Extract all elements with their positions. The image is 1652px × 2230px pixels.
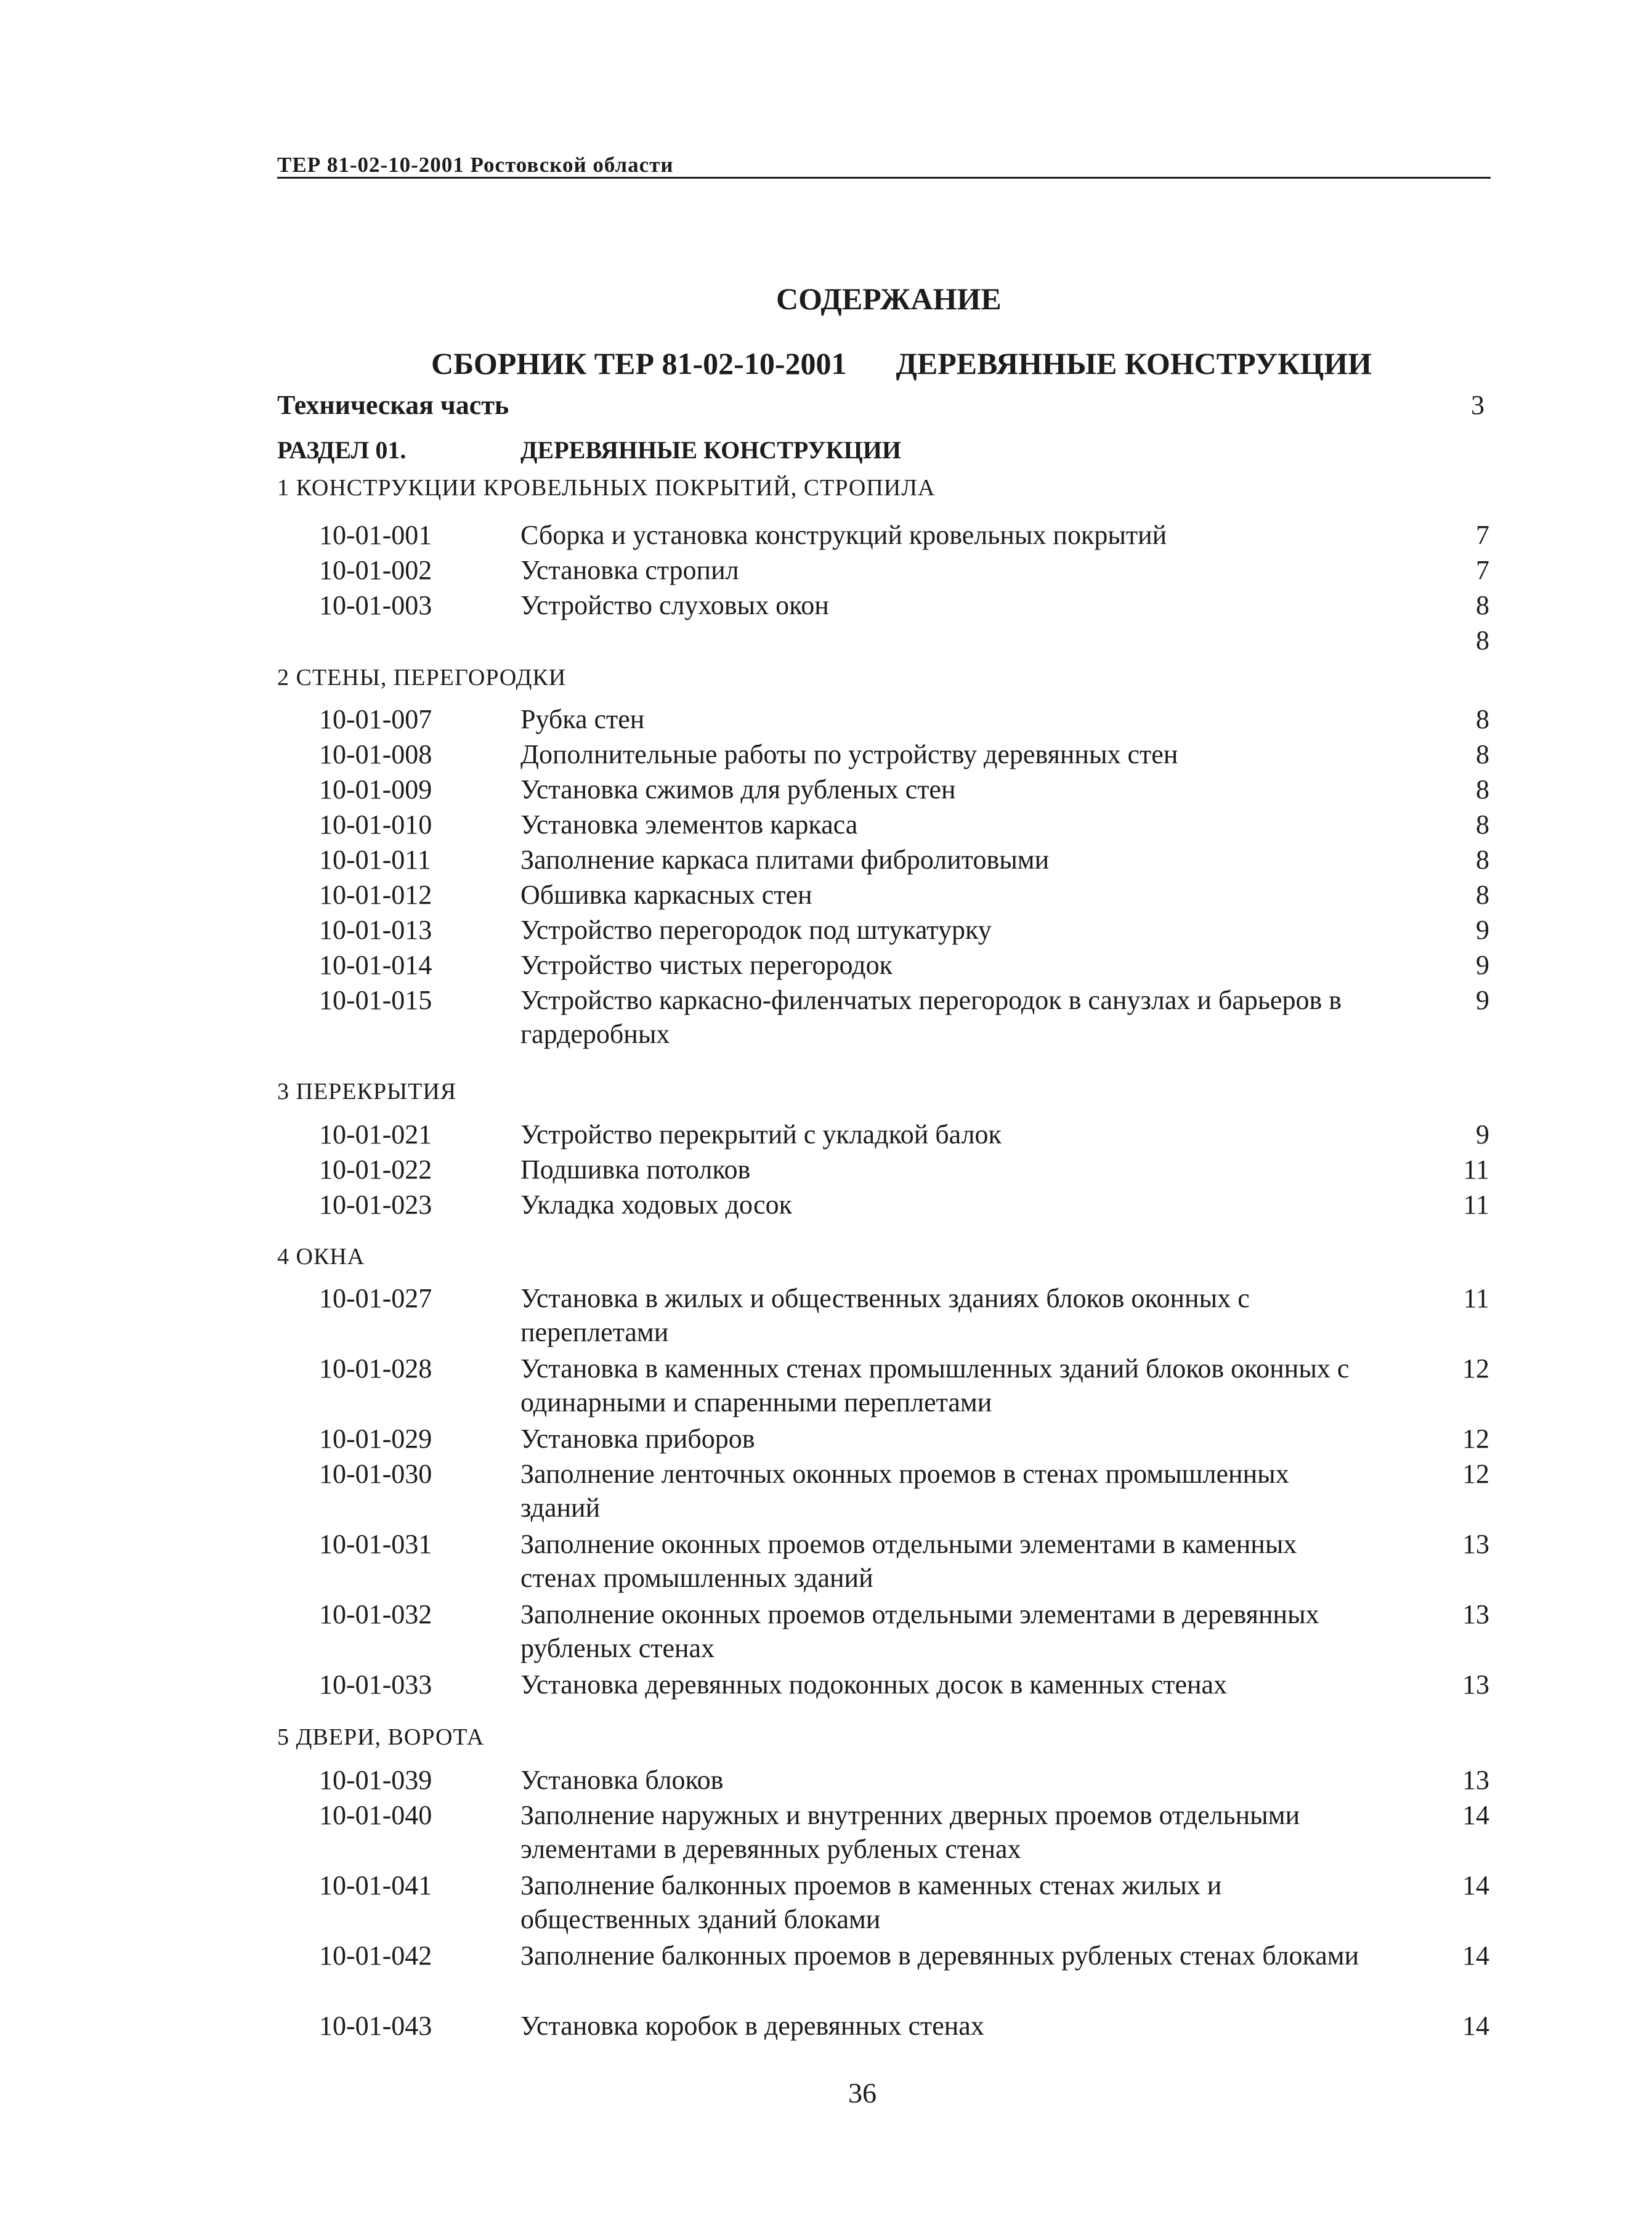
entry-page: 9 — [1476, 985, 1489, 1015]
entry-code: 10-01-009 — [319, 774, 432, 805]
tech-part-entry[interactable] — [277, 389, 1484, 421]
entry-code: 10-01-027 — [319, 1283, 432, 1313]
entry-page: 8 — [1476, 809, 1489, 840]
entry-code: 10-01-033 — [319, 1669, 432, 1700]
entry-description: Заполнение оконных проемов отдельными элементами в деревянных рубленых стенах — [520, 1599, 1319, 1663]
entry-page: 12 — [1462, 1459, 1489, 1489]
entry-description: Обшивка каркасных стен — [520, 880, 812, 910]
extra-page-number: 8 — [1476, 625, 1489, 655]
running-header: ТЕР 81-02-10-2001 Ростовской области — [277, 153, 674, 177]
entry-description: Рубка стен — [520, 704, 645, 734]
entry-code: 10-01-028 — [319, 1353, 432, 1384]
entry-page: 14 — [1462, 1940, 1489, 1971]
tech-part-label: Техническая часть — [277, 390, 509, 420]
entry-description: Установка в жилых и общественных зданиях блоков оконных с переплетами — [520, 1283, 1250, 1347]
entry-code: 10-01-011 — [319, 845, 431, 875]
entry-code: 10-01-022 — [319, 1154, 432, 1185]
entry-code: 10-01-008 — [319, 739, 432, 769]
entry-code: 10-01-043 — [319, 2011, 432, 2041]
entry-page: 14 — [1462, 2011, 1489, 2041]
collection-name: ДЕРЕВЯННЫЕ КОНСТРУКЦИИ — [896, 346, 1372, 381]
razdel-name: ДЕРЕВЯННЫЕ КОНСТРУКЦИИ — [520, 436, 902, 464]
entry-page: 8 — [1476, 590, 1489, 620]
entry-page: 11 — [1463, 1190, 1489, 1220]
entry-page: 9 — [1476, 950, 1489, 980]
entry-description: Заполнение оконных проемов отдельными элементами в каменных стенах промышленных зданий — [520, 1529, 1297, 1593]
entry-code: 10-01-001 — [319, 520, 432, 550]
entry-description: Заполнение балконных проемов в каменных стенах жилых и общественных зданий блоками — [520, 1870, 1222, 1934]
page-number: 36 — [848, 2077, 877, 2109]
entry-page: 12 — [1462, 1424, 1489, 1454]
entry-code: 10-01-013 — [319, 915, 432, 945]
section-heading: 4 ОКНА — [277, 1244, 365, 1270]
section-heading: 5 ДВЕРИ, ВОРОТА — [277, 1724, 485, 1750]
entry-code: 10-01-030 — [319, 1459, 432, 1489]
entry-page: 13 — [1462, 1599, 1489, 1629]
entry-page: 14 — [1462, 1870, 1489, 1900]
section-heading: 3 ПЕРЕКРЫТИЯ — [277, 1079, 457, 1105]
entry-description: Устройство слуховых окон — [520, 590, 829, 620]
entry-description: Установка стропил — [520, 555, 739, 585]
section-heading: 2 СТЕНЫ, ПЕРЕГОРОДКИ — [277, 665, 567, 691]
entry-description: Дополнительные работы по устройству деревянных стен — [520, 739, 1178, 769]
entry-page: 13 — [1462, 1765, 1489, 1795]
entry-code: 10-01-002 — [319, 555, 432, 585]
entry-description: Установка деревянных подоконных досок в каменных стенах — [520, 1669, 1228, 1700]
entry-page: 13 — [1462, 1529, 1489, 1559]
entry-description: Заполнение каркаса плитами фибролитовыми — [520, 845, 1050, 875]
entry-page: 8 — [1476, 739, 1489, 769]
entry-code: 10-01-029 — [319, 1424, 432, 1454]
entry-code: 10-01-041 — [319, 1870, 432, 1900]
page-title: СОДЕРЖАНИЕ — [776, 282, 1002, 316]
entry-code: 10-01-023 — [319, 1190, 432, 1220]
entry-code: 10-01-007 — [319, 704, 432, 734]
entry-page: 7 — [1476, 555, 1489, 585]
entry-description: Сборка и установка конструкций кровельных покрытий — [520, 520, 1167, 550]
entry-code: 10-01-031 — [319, 1529, 432, 1559]
entry-description: Устройство перегородок под штукатурку — [520, 915, 992, 945]
entry-description: Установка коробок в деревянных стенах — [520, 2011, 984, 2041]
collection-code: СБОРНИК ТЕР 81-02-10-2001 — [431, 346, 847, 381]
entry-code: 10-01-021 — [319, 1119, 432, 1149]
tech-part-page: 3 — [1471, 390, 1484, 420]
razdel-label: РАЗДЕЛ 01. — [277, 436, 407, 464]
entry-page: 9 — [1476, 1119, 1489, 1149]
entry-description: Установка элементов каркаса — [520, 809, 858, 840]
entry-page: 9 — [1476, 915, 1489, 945]
header-rule — [277, 177, 1491, 179]
entry-code: 10-01-042 — [319, 1940, 432, 1971]
entry-page: 12 — [1462, 1353, 1489, 1384]
entry-code: 10-01-015 — [319, 985, 432, 1015]
entry-description: Заполнение ленточных оконных проемов в стенах промышленных зданий — [520, 1459, 1289, 1523]
entry-description: Заполнение балконных проемов в деревянных рубленых стенах блоками — [520, 1940, 1359, 1971]
entry-page: 14 — [1462, 1800, 1489, 1830]
entry-page: 11 — [1463, 1154, 1489, 1185]
entry-description: Установка приборов — [520, 1424, 755, 1454]
entry-code: 10-01-040 — [319, 1800, 432, 1830]
entry-page: 8 — [1476, 845, 1489, 875]
entry-page: 8 — [1476, 880, 1489, 910]
razdel-heading — [277, 435, 1324, 466]
entry-description: Установка сжимов для рубленых стен — [520, 774, 956, 805]
entry-description: Укладка ходовых досок — [520, 1190, 792, 1220]
entry-code: 10-01-010 — [319, 809, 432, 840]
entry-code: 10-01-032 — [319, 1599, 432, 1629]
entry-description: Заполнение наружных и внутренних дверных проемов отдельными элементами в деревянных рубленых стенах — [520, 1800, 1300, 1864]
entry-code: 10-01-003 — [319, 590, 432, 620]
section-heading: 1 КОНСТРУКЦИИ КРОВЕЛЬНЫХ ПОКРЫТИЙ, СТРОПИЛА — [277, 475, 936, 501]
entry-page: 13 — [1462, 1669, 1489, 1700]
collection-heading — [431, 345, 1478, 382]
entry-page: 8 — [1476, 704, 1489, 734]
entry-description: Установка блоков — [520, 1765, 724, 1795]
entry-code: 10-01-012 — [319, 880, 432, 910]
entry-description: Устройство чистых перегородок — [520, 950, 893, 980]
entry-description: Подшивка потолков — [520, 1154, 751, 1185]
entry-description: Установка в каменных стенах промышленных зданий блоков оконных с одинарными и спаренными переплетами — [520, 1353, 1350, 1417]
entry-description: Устройство перекрытий с укладкой балок — [520, 1119, 1002, 1149]
entry-code: 10-01-014 — [319, 950, 432, 980]
entry-page: 7 — [1476, 520, 1489, 550]
entry-page: 8 — [1476, 774, 1489, 805]
entry-code: 10-01-039 — [319, 1765, 432, 1795]
entry-description: Устройство каркасно-филенчатых перегородок в санузлах и барьеров в гардеробных — [520, 985, 1342, 1049]
entry-page: 11 — [1463, 1283, 1489, 1313]
